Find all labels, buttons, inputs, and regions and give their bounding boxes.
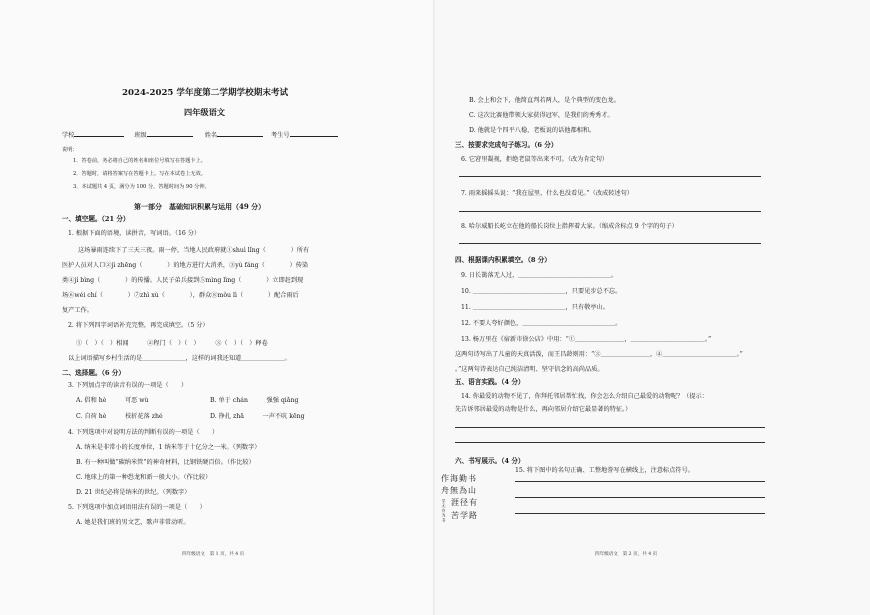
q13-line3[interactable]: 。”这两句诗表达自己纯洁清明、坚守信念的高尚品质。	[455, 366, 604, 373]
q5-option-c[interactable]: C. 这次比赛他带领大家获得冠军，是我们的秀秀才。	[469, 112, 614, 119]
callig-row: 舟無為山	[441, 486, 477, 495]
q9[interactable]: 9. 日长篱落无人过，＿＿＿＿＿＿＿＿＿＿＿＿＿＿＿。	[461, 272, 618, 279]
q4-option-a[interactable]: A. 纳米是非常小的长度单位，1 纳米等于十亿分之一米。（列数字）	[76, 444, 261, 451]
q2-stem: 2. 将下列四字词语补充完整，再完成填空。（5 分）	[68, 322, 209, 329]
q13-line2[interactable]: 这两句诗写出了儿童的天真活泼，而王昌龄则用：“③＿＿＿＿＿＿＿＿，④＿＿＿＿＿＿＿＿＿＿＿＿。”	[455, 351, 743, 358]
exam-title: 2024-2025 学年度第二学期学校期末考试	[122, 88, 289, 98]
q15-stem: 15. 将下图中的名句正确、工整地誊写在横线上，注意标点符号。	[515, 467, 694, 474]
q1-stem: 1. 根据下面的语境，读拼音，写词语。（16 分）	[68, 230, 201, 237]
exam-subtitle: 四年级语文	[184, 107, 225, 117]
page-footer-right: 四年级语文 第 2 页，共 4 页	[595, 552, 658, 557]
q10[interactable]: 10. ＿＿＿＿＿＿＿＿＿＿＿＿＿＿＿，只要见步总不忘。	[461, 288, 622, 295]
q8-stem: 8. 哈尔威船长屹立在他的船长岗位上指挥着大家。（缩成含标点 9 个字的句子）	[461, 223, 678, 230]
callig-row: 苦学路	[451, 511, 478, 520]
q7-stem: 7. 雨来摇摇头说：“我在屋里，什么也没看见。”（改成转述句）	[461, 190, 633, 197]
q5-option-a[interactable]: A. 她是我们班的男文艺，歌声非常动听。	[76, 519, 190, 526]
class-blank[interactable]	[147, 130, 193, 137]
q14-answer-line[interactable]	[455, 442, 765, 443]
q3-option-b[interactable]: B. 单于 chán 强强 qiǎng	[210, 397, 299, 404]
number-label: 考生号	[271, 132, 290, 139]
page-footer-left: 四年级语文 第 1 页，共 4 页	[182, 552, 245, 557]
section4-heading: 四、根据课内积累填空。（8 分）	[455, 256, 551, 264]
callig-row: 作海勤书	[441, 474, 477, 483]
q1-line: 场⑥wéi chí（ ）⑦zhì xù（ ），群众⑧mǒu lì（ ）配合雨后	[62, 292, 299, 299]
q15-answer-line[interactable]	[515, 513, 765, 514]
section3-heading: 三、按要求完成句子练习。（6 分）	[455, 141, 558, 149]
q6-answer-line[interactable]	[459, 176, 761, 177]
q3-stem: 3. 下列加点字的读音有误的一项是（ ）	[68, 382, 188, 389]
class-label: 班级	[134, 132, 147, 139]
notes-heading: 说明：	[62, 147, 78, 153]
q15-answer-line[interactable]	[515, 497, 765, 498]
note-item: 2．答题时，请将答案写在答题卡上。写在本试卷上无效。	[73, 171, 206, 177]
q14-answer-line[interactable]	[455, 427, 765, 428]
q12[interactable]: 12. 不要人夸好颜色，＿＿＿＿＿＿＿＿＿＿＿＿＿＿＿。	[461, 320, 622, 327]
q5-option-b[interactable]: B. 会上和会下，他简直判若两人，是个典型的变色龙。	[469, 97, 620, 104]
q14-line2: 先告诉邻居最爱的动物是什么，再向邻居介绍它最显著的特征。）	[455, 406, 632, 413]
exam-page-right	[435, 0, 870, 615]
school-blank[interactable]	[74, 130, 124, 137]
q15-answer-line[interactable]	[515, 481, 765, 482]
q1-line: 医护人员对人口②jì zhēng（ ）的地方进行大消杀，③yù fáng（ ）传染	[62, 262, 309, 269]
q3-option-d[interactable]: D. 挣扎 zhā 一声不吭 kēng	[210, 413, 305, 420]
q1-line: 类④jí bìng（ ）的传播。人民子弟兵接到⑤mìng lìng（ ）立即赶到现	[62, 277, 304, 284]
q7-answer-line[interactable]	[459, 211, 761, 212]
info-line	[62, 130, 338, 140]
part1-heading: 第一部分 基础知识积累与运用（49 分）	[134, 202, 266, 211]
number-blank[interactable]	[290, 130, 338, 137]
name-blank[interactable]	[217, 130, 263, 137]
name-label: 姓名	[204, 132, 218, 139]
q1-line: 复产工作。	[62, 307, 93, 314]
section2-heading: 二、选择题。（6 分）	[62, 369, 125, 377]
callig-row: 涯径有	[451, 498, 478, 507]
q2-line1: ①（ ）（ ）相闻 ②程门（ ）（ ） ③（ ）（ ）释卷	[76, 340, 268, 347]
q4-option-d[interactable]: D. 21 世纪必将是纳米的世纪。（列数字）	[76, 489, 191, 496]
q4-option-c[interactable]: C. 地球上的第一种恐龙和新一般大小。（作比较）	[76, 474, 212, 481]
q13-line1[interactable]: 13. 杨万里在《宿新市徐公店》中用：“①＿＿＿＿＿＿＿＿，＿＿＿＿＿＿＿＿＿＿＿＿。”	[461, 336, 712, 343]
calligraphy-sample	[441, 474, 503, 536]
q3-option-c[interactable]: C. 自荷 hè 枝折花落 zhé	[76, 413, 163, 420]
section5-heading: 五、语言实践。（4 分）	[455, 378, 525, 386]
q14-line1: 14. 你最爱的动物不见了，你拜托邻居帮忙找，你会怎么介绍自己最爱的动物呢？（提示：	[461, 393, 708, 400]
section6-heading: 六、书写展示。（4 分）	[455, 457, 525, 465]
school-label: 学校	[62, 132, 75, 139]
q3-option-a[interactable]: A. 倡和 hè 可恶 wù	[76, 397, 149, 404]
q5-option-d[interactable]: D. 他就是个四平八稳，老板说的话他都相和。	[469, 127, 596, 134]
q2-line2: 以上词语描写乡村生活的是＿＿＿＿＿＿＿，这样的词我还知道＿＿＿＿＿＿＿。	[68, 355, 291, 362]
section1-heading: 一、填空题。（21 分）	[62, 215, 130, 223]
q8-answer-line[interactable]	[459, 243, 761, 244]
q4-option-b[interactable]: B. 有一种叫做“碳纳米管”的神奇材料，比钢铁硬百倍。（作比较）	[76, 459, 255, 466]
q6-stem: 6. 它窘里凝视，拒绝老鼠等出来不可。（改为肯定句）	[461, 156, 609, 163]
callig-seal-text: 学无舟为书	[442, 499, 447, 523]
note-item: 3．本试题共 4 页，满分为 100 分，答题时间为 90 分钟。	[73, 184, 210, 190]
q11[interactable]: 11. ＿＿＿＿＿＿＿＿＿＿＿＿＿＿＿，只有敬亭山。	[461, 304, 609, 311]
q5-stem: 5. 下列选项中加点词语用法有误的一项是（ ）	[68, 504, 206, 511]
note-item: 1．答卷前，务必将自己的姓名和座位号填写在答题卡上。	[73, 158, 206, 164]
q1-line: 这场暴雨连续下了三天三夜。雨一停，当地人民政府就①shuì lǐng（ ）所有	[78, 247, 310, 254]
q4-stem: 4. 下列选项中对说明方法的判断有误的一项是（ ）	[68, 429, 219, 436]
